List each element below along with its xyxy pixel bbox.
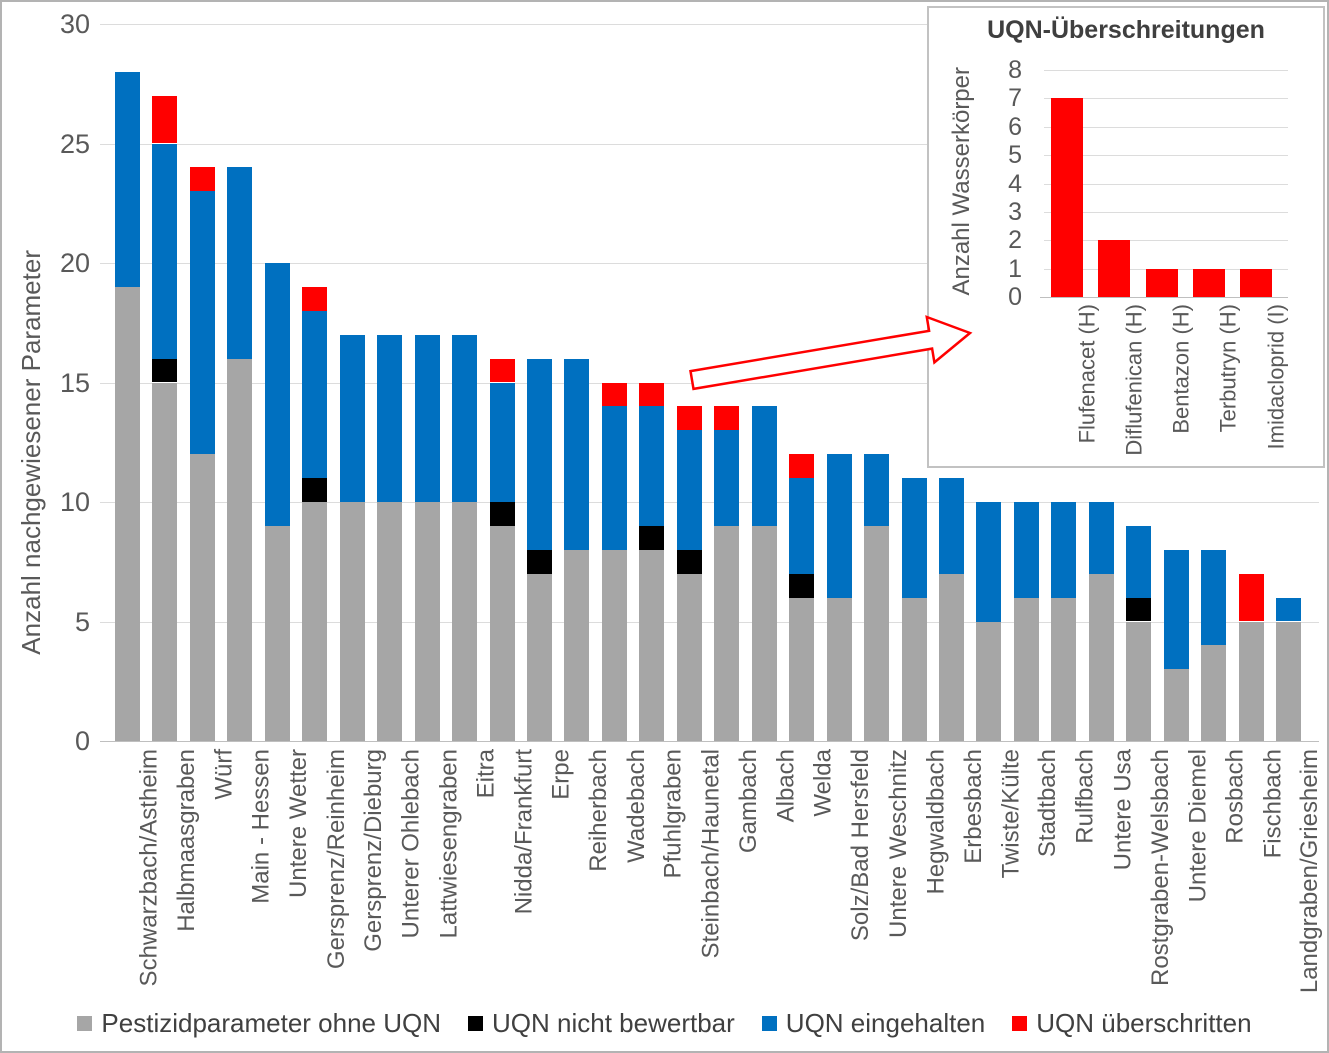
x-axis-category-label: Gersprenz/Dieburg bbox=[360, 749, 388, 952]
x-axis-category-label: Wadebach bbox=[622, 749, 650, 863]
x-axis-category-label: Stadtbach bbox=[1034, 749, 1062, 858]
inset-bar bbox=[1098, 240, 1130, 297]
inset-bar bbox=[1193, 269, 1225, 297]
inset-bar bbox=[1240, 269, 1272, 297]
x-axis-category-label: Welda bbox=[809, 749, 837, 817]
x-axis-category-label: Rostgraben-Welsbach bbox=[1146, 749, 1174, 987]
legend-item bbox=[77, 1008, 441, 1039]
x-axis-category-label: Unterer Ohlebach bbox=[397, 749, 425, 939]
inset-y-tick-label: 1 bbox=[1008, 254, 1022, 283]
legend-swatch-blue-icon bbox=[762, 1016, 777, 1031]
inset-x-category-label: Imidacloprid (I) bbox=[1263, 304, 1288, 450]
legend-label: UQN überschritten bbox=[1036, 1008, 1252, 1038]
x-axis-category-label: Rosbach bbox=[1221, 749, 1249, 844]
x-axis-category-label: Gambach bbox=[734, 749, 762, 854]
inset-y-tick-label: 5 bbox=[1008, 141, 1022, 170]
main-y-axis-title-text: Anzahl nachgewiesener Parameter bbox=[15, 249, 46, 655]
legend-item bbox=[762, 1008, 985, 1039]
inset-bar bbox=[1051, 98, 1083, 297]
y-axis-tick-label: 0 bbox=[74, 726, 90, 756]
y-axis-tick-label: 5 bbox=[74, 606, 90, 637]
x-axis-category-label: Main - Hessen bbox=[247, 749, 275, 904]
x-axis-category-label: Nidda/Frankfurt bbox=[510, 749, 537, 915]
inset-y-tick-label: 4 bbox=[1008, 169, 1022, 198]
x-axis-category-label: Würf bbox=[210, 749, 238, 800]
y-axis-tick-label: 20 bbox=[59, 248, 90, 278]
legend bbox=[2, 1008, 1327, 1039]
x-axis-category-label: Fischbach bbox=[1259, 749, 1286, 859]
inset-y-axis-title-text: Anzahl Wasserkörper bbox=[948, 66, 975, 296]
x-axis-category-label: Solz/Bad Hersfeld bbox=[847, 749, 875, 942]
inset-x-category-label: Bentazon (H) bbox=[1168, 304, 1194, 434]
inset-y-tick-label: 3 bbox=[1008, 197, 1022, 226]
x-axis-category-label: Erbesbach bbox=[959, 749, 987, 864]
inset-x-category-label: Flufenacet (H) bbox=[1074, 304, 1099, 444]
x-axis-category-label: Twiste/Külte bbox=[996, 749, 1024, 879]
inset-chart-title: UQN-Überschreitungen bbox=[987, 16, 1265, 44]
y-axis-tick-label: 25 bbox=[59, 128, 90, 159]
inset-x-category-label: Terbutryn (H) bbox=[1215, 304, 1241, 433]
inset-chart-plot-area bbox=[2, 2, 1327, 1051]
x-axis-category-label: Albach bbox=[772, 749, 800, 823]
x-axis-category-label: Halbmaasgraben bbox=[173, 749, 200, 932]
legend-label: UQN eingehalten bbox=[785, 1008, 986, 1038]
x-axis-category-label: Untere Diemel bbox=[1184, 749, 1212, 903]
y-axis-tick-label: 30 bbox=[59, 9, 90, 39]
inset-y-tick-label: 7 bbox=[1008, 84, 1022, 113]
legend-item bbox=[1012, 1008, 1251, 1039]
inset-gridline bbox=[1044, 70, 1288, 71]
legend-swatch-black-icon bbox=[468, 1016, 483, 1031]
y-axis-tick-label: 10 bbox=[59, 487, 90, 517]
x-axis-category-label: Rulfbach bbox=[1071, 749, 1099, 844]
x-axis-category-label: Erpe bbox=[547, 749, 575, 800]
x-axis-category-label: Reiherbach bbox=[584, 749, 612, 872]
legend-swatch-gray-icon bbox=[77, 1016, 92, 1031]
inset-bar bbox=[1146, 269, 1178, 297]
x-axis-category-label: Pfuhlgraben bbox=[659, 749, 687, 879]
inset-x-axis-line bbox=[1040, 297, 1288, 298]
inset-y-tick-label: 8 bbox=[1008, 56, 1022, 84]
inset-x-category-label: Diflufenican (H) bbox=[1121, 304, 1147, 456]
y-axis-tick-label: 15 bbox=[59, 367, 90, 398]
inset-y-tick-label: 6 bbox=[1008, 112, 1022, 141]
x-axis-category-label: Landgraben/Griesheim bbox=[1296, 749, 1324, 994]
legend-label: Pestizidparameter ohne UQN bbox=[101, 1008, 442, 1038]
x-axis-category-label: Untere Usa bbox=[1109, 749, 1137, 871]
x-axis-category-label: Eitra bbox=[472, 749, 500, 799]
legend-item bbox=[468, 1008, 735, 1039]
x-axis-category-label: Steinbach/Haunetal bbox=[697, 749, 725, 959]
x-axis-category-label: Gersprenz/Reinheim bbox=[322, 749, 350, 970]
x-axis-category-label: Schwarzbach/Astheim bbox=[135, 749, 163, 987]
x-axis-category-label: Hegwaldbach bbox=[922, 749, 949, 895]
legend-label: UQN nicht bewertbar bbox=[492, 1008, 735, 1038]
x-axis-category-label: Untere Wetter bbox=[285, 749, 313, 898]
x-axis-category-label: Untere Weschnitz bbox=[884, 749, 912, 938]
inset-y-tick-label: 0 bbox=[1008, 283, 1022, 311]
x-axis-category-label: Lattwiesengraben bbox=[435, 749, 463, 939]
legend-swatch-red-icon bbox=[1012, 1016, 1027, 1031]
inset-y-tick-label: 2 bbox=[1008, 226, 1022, 255]
